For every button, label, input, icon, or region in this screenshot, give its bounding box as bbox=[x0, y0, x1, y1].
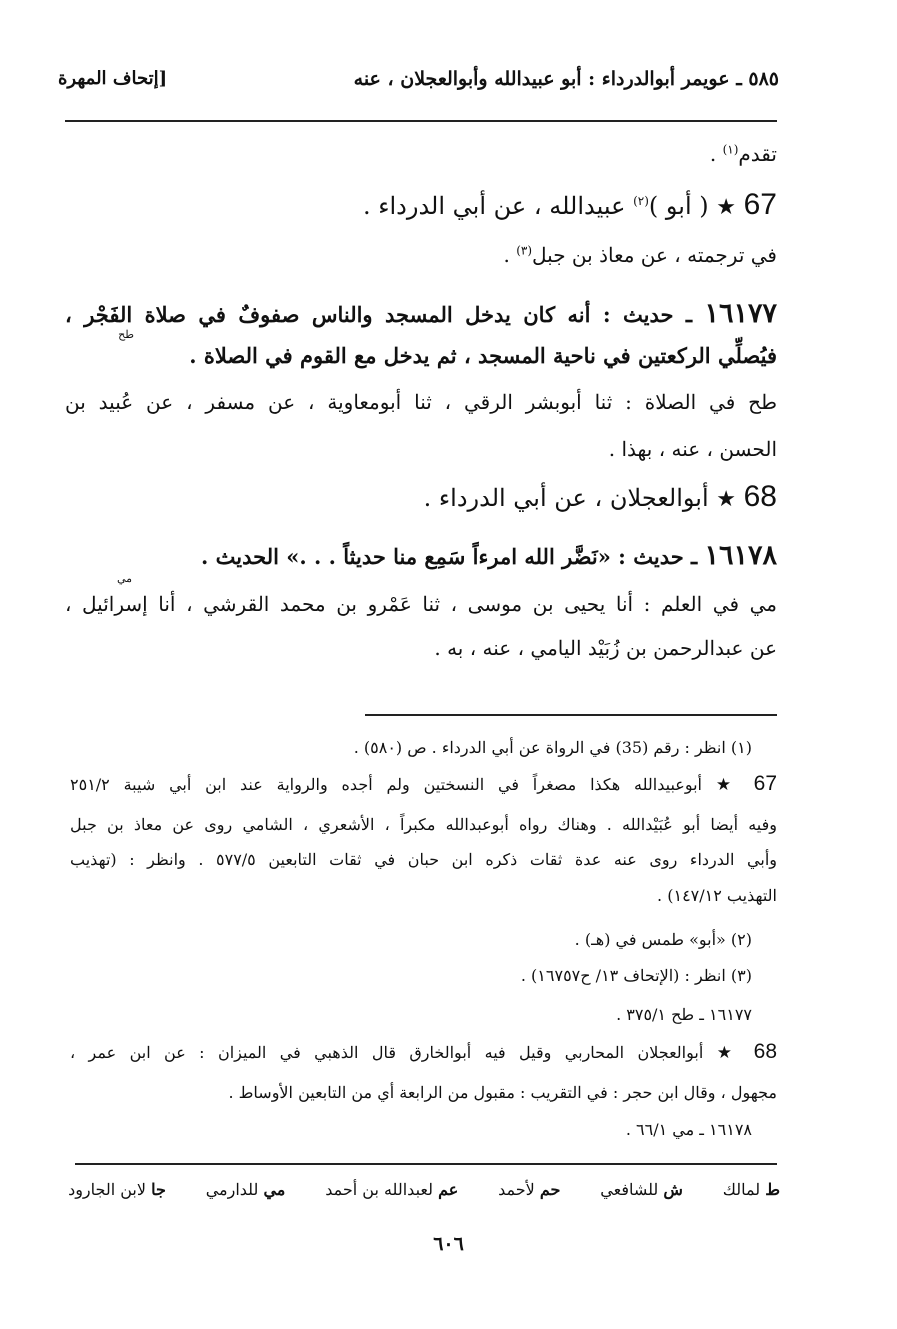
running-header-book: [إتحاف المهرة bbox=[58, 68, 168, 89]
hadith-16177-isnad-1: طح في الصلاة : ثنا أبوبشر الرقي ، ثنا أبومعاوية ، عن مسفر ، عن عُبيد بن bbox=[65, 390, 777, 414]
hadith-16177-number: ١٦١٧٧ bbox=[704, 298, 777, 328]
reference-16177: ١٦١٧٧ ـ طح ٣٧٥/١ . bbox=[616, 1005, 752, 1024]
footnote-67-line-4: التهذيب ١٤٧/١٢) . bbox=[657, 886, 777, 905]
footnote-1: (١) انظر : رقم (35) في الرواة عن أبي الدرداء . ص (٥٨٠) . bbox=[353, 738, 752, 757]
entry-67-heading: 67 ★ ( أبو )$^{(٢)}$ عبيدالله ، عن أبي الدرداء . bbox=[362, 188, 777, 221]
star-icon: ★ bbox=[715, 775, 740, 795]
footnote-67-line-2: وفيه أيضا أبو عُبَيْدالله . وهناك رواه أبوعبدالله مكبراً ، الأشعري ، الشامي روى عن معاذ بن جبل bbox=[70, 815, 777, 834]
entry-68-heading: 68 ★ أبوالعجلان ، عن أبي الدرداء . bbox=[423, 480, 777, 513]
abbreviations-rule bbox=[75, 1163, 777, 1165]
hadith-16177-line-1: ١٦١٧٧ ـ حديث : أنه كان يدخل المسجد والناس صفوفٌ في صلاة الفَجْر ، bbox=[65, 298, 777, 328]
hadith-16177-line-2: فيُصلِّي الركعتين في ناحية المسجد ، ثم يدخل مع القوم في الصلاة . bbox=[189, 343, 777, 368]
footnote-68-line-2: مجهول ، وقال ابن حجر : في التقريب : مقبول من الرابعة أي من التابعين الأوساط . bbox=[228, 1083, 777, 1102]
footnote-68-line-1: 68 ★ أبوالعجلان المحاربي وقيل فيه أبوالخارق قال الذهبي في الميزان : عن ابن عمر ، bbox=[70, 1040, 777, 1063]
margin-source-tag: مي bbox=[116, 572, 132, 585]
entry-68-number: 68 bbox=[743, 480, 777, 513]
footnote-3: (٣) انظر : (الإتحاف ١٣/ ح١٦٧٥٧) . bbox=[520, 966, 752, 985]
abbreviation-item: مي للدارمي bbox=[205, 1180, 286, 1199]
hadith-16177-isnad-2: الحسن ، عنه ، بهذا . bbox=[608, 437, 777, 461]
footnote-67-line-3: وأبي الدرداء روى عنه عدة ثقات ذكره ابن حبان في ثقات التابعين ٥٧٧/٥ . وانظر : (تهذيب bbox=[70, 850, 777, 869]
header-rule bbox=[65, 120, 777, 122]
abbreviation-item: ط لمالك bbox=[722, 1180, 780, 1199]
hadith-16178-isnad-2: عن عبدالرحمن بن زُبَيْد اليامي ، عنه ، به . bbox=[434, 636, 777, 660]
text-line-3: في ترجمته ، عن معاذ بن جبل$^{(٣)}$ . bbox=[503, 243, 777, 267]
hadith-16178-line-1: ١٦١٧٨ ـ حديث : «نَضَّر الله امرءاً سَمِع منا حديثاً . . .» الحديث . bbox=[201, 540, 777, 570]
reference-16178: ١٦١٧٨ ـ مي ٦٦/١ . bbox=[625, 1120, 752, 1139]
footnotes-rule bbox=[365, 714, 777, 716]
abbreviation-item: جا لابن الجارود bbox=[68, 1180, 166, 1199]
abbreviations-legend bbox=[68, 1180, 780, 1199]
hadith-16178-number: ١٦١٧٨ bbox=[704, 540, 777, 570]
star-icon: ★ bbox=[716, 1043, 741, 1063]
running-header-title: ٥٨٥ ـ عويمر أبوالدرداء : أبو عبيدالله وأبوالعجلان ، عنه bbox=[353, 68, 779, 90]
hadith-16178-isnad-1: مي في العلم : أنا يحيى بن موسى ، ثنا عَمْرو بن محمد القرشي ، أنا إسرائيل ، bbox=[65, 592, 777, 616]
entry-67-number: 67 bbox=[743, 188, 777, 221]
footnote-2: (٢) «أبو» طمس في (هـ) . bbox=[574, 930, 752, 949]
text-line-1: تقدم$^{(١)}$ . bbox=[709, 142, 777, 166]
abbreviation-item: عم لعبدالله بن أحمد bbox=[325, 1180, 459, 1199]
star-icon: ★ bbox=[716, 487, 736, 512]
footnote-67-line-1: 67 ★ أبوعبيدالله هكذا مصغراً في النسختين ولم أجده والرواية عند ابن أبي شيبة ٢٥١/٢ bbox=[70, 772, 777, 795]
page-number: ٦٠٦ bbox=[433, 1233, 464, 1255]
star-icon: ★ bbox=[716, 195, 736, 220]
abbreviation-item: حم لأحمد bbox=[498, 1180, 561, 1199]
margin-source-tag: طح bbox=[118, 328, 134, 341]
abbreviation-item: ش للشافعي bbox=[600, 1180, 683, 1199]
